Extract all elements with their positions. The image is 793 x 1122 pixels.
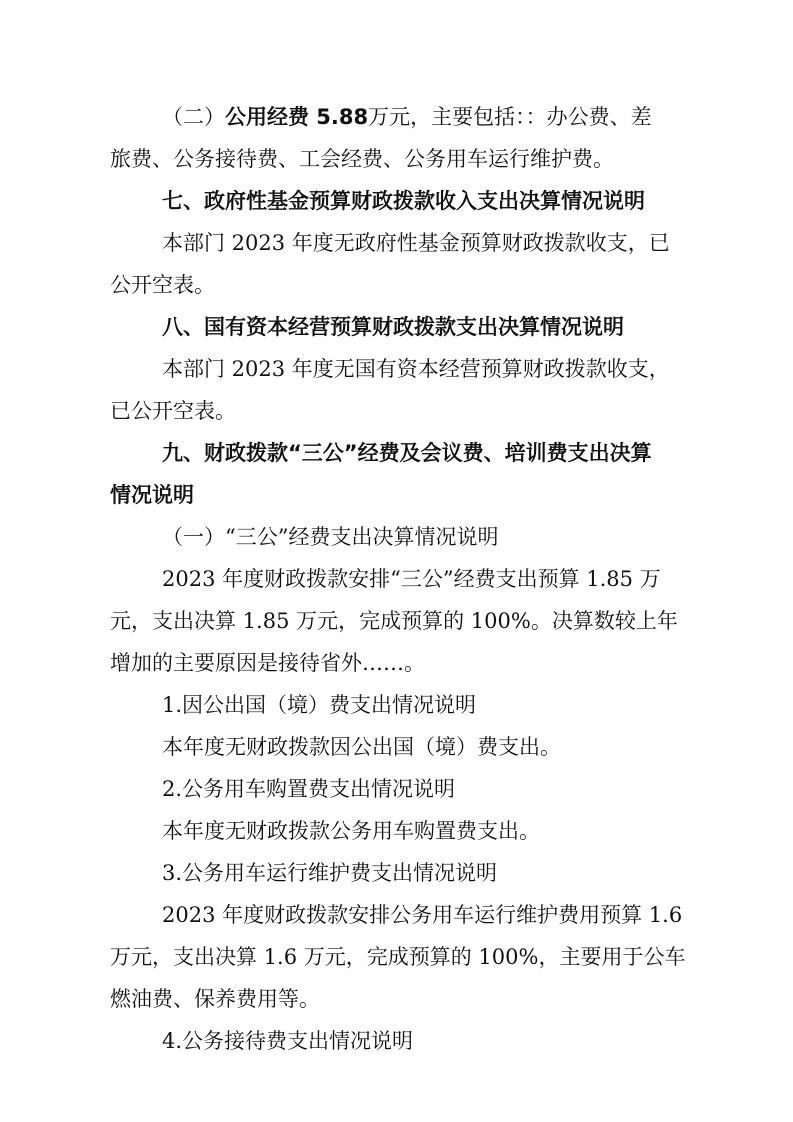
body-text-line: 2023 年度财政拨款安排“三公”经费支出预算 1.85 万 (162, 567, 661, 591)
section-heading-7: 七、政府性基金预算财政拨款收入支出决算情况说明 (162, 189, 645, 213)
body-text-line: 旅费、公务接待费、工会经费、公务用车运行维护费。 (110, 147, 614, 171)
public-expense-suffix: 万元，主要包括：：办公费、差 (368, 105, 652, 129)
body-text-line: 公开空表。 (110, 273, 215, 297)
body-text-line: 2023 年度财政拨款安排公务用车运行维护费用预算 1.6 (162, 903, 683, 927)
body-text-line: 万元，支出决算 1.6 万元，完成预算的 100%，主要用于公车 (110, 945, 686, 969)
public-expense-line (162, 103, 652, 131)
body-text-line: 已公开空表。 (110, 399, 236, 423)
section-heading-9: 九、财政拨款“三公”经费及会议费、培训费支出决算 (162, 441, 652, 465)
item-heading-3: 3.公务用车运行维护费支出情况说明 (162, 861, 498, 885)
public-expense-prefix: （二） (162, 105, 225, 129)
body-text-line: 本年度无财政拨款公务用车购置费支出。 (162, 819, 540, 843)
item-heading-4: 4.公务接待费支出情况说明 (162, 1029, 414, 1053)
body-text-line: 本年度无财政拨款因公出国（境）费支出。 (162, 735, 561, 759)
item-heading-2: 2.公务用车购置费支出情况说明 (162, 777, 456, 801)
body-text-line: 增加的主要原因是接待省外……。 (110, 651, 425, 675)
section-heading-8: 八、国有资本经营预算财政拨款支出决算情况说明 (162, 315, 624, 339)
subsection-heading-1: （一）“三公”经费支出决算情况说明 (162, 525, 499, 549)
body-text-line: 元，支出决算 1.85 万元，完成预算的 100%。决算数较上年 (110, 609, 678, 633)
body-text-line: 燃油费、保养费用等。 (110, 987, 320, 1011)
body-text-line: 本部门 2023 年度无国有资本经营预算财政拨款收支， (162, 357, 670, 381)
item-heading-1: 1.因公出国（境）费支出情况说明 (162, 693, 477, 717)
public-expense-amount: 公用经费 5.88 (225, 105, 369, 129)
section-heading-9-cont: 情况说明 (110, 483, 194, 507)
body-text-line: 本部门 2023 年度无政府性基金预算财政拨款收支，已 (162, 231, 670, 255)
